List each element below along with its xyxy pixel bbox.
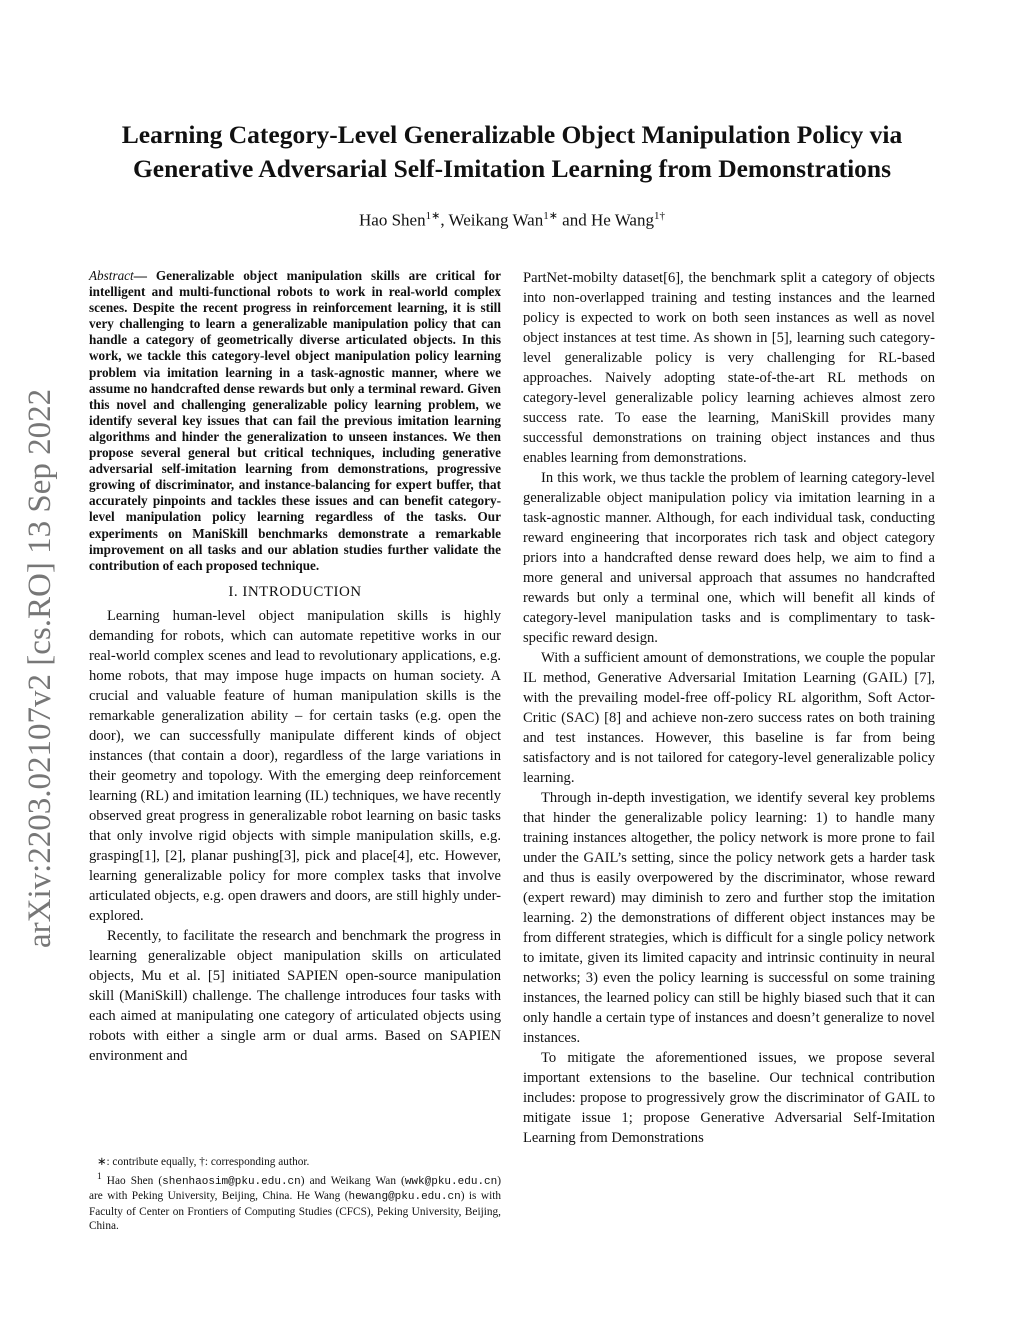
right-paragraph-4: Through in-depth investigation, we identify several key problems that hinder the generalizable policy learning: 1) to handle many training instances altogether, the policy network is more prone to fail under the GAIL’s setting, since the policy network gets a harder task and thus is easily overpowered by the discriminator, whose reward (expert reward) may diminish to zero and further stop the imitation learning. 2) the demonstrations of different object instances may be from different strategies, which is difficult for a single policy network to imitate, given its limited capacity and intrinsic continuity in neural networks; 3) even the policy learning is successful on some training instances, the learned policy can still be highly biased such that it can only handle a certain type of instances and doesn’t generalize to novel instances. [523, 790, 935, 1046]
intro-paragraph-2: Recently, to facilitate the research and benchmark the progress in learning generalizable object manipulation skills on articulated objects, Mu et al. [5] initiated SAPIEN open-source manipulation skill (ManiSkill) challenge. The challenge introduces four tasks with each aimed at manipulating one category of articulated objects using robots with either a single arm or dual arms. Based on SAPIEN environment and [89, 927, 501, 1064]
footnote-equal-contribution: ∗: contribute equally, †: corresponding author. [97, 1156, 310, 1168]
right-paragraph-3: With a sufficient amount of demonstrations, we couple the popular IL method, Generative Adversarial Imitation Learning (GAIL) [7], with the prevailing model-free off-policy RL algorithm, Soft Actor-Critic (SAC) [8] and achieve non-zero success rates on both training and test instances. However, this baseline is far from being satisfactory and is not tailored for category-level generalizable policy learning. [523, 650, 935, 786]
footnote-text: ) is with Faculty of Center on Frontiers of Computing Studies (CFCS), Peking University, Beijing, China. [89, 1189, 502, 1233]
abstract-label: Abstract [89, 268, 134, 283]
email-link[interactable]: shenhaosim@pku.edu.cn [162, 1175, 301, 1188]
right-paragraph-2: In this work, we thus tackle the problem of learning category-level generalizable object manipulation policy via imitation learning in a task-agnostic manner. Although, for each individual task, conducting reward engineering that incorporates rich task and object category priors into a handcrafted dense reward does help, we aim to find a more general and universal approach that assumes no handcrafted rewards but only a terminal one, which will benefit all kinds of category-level manipulation tasks and is complimentary to task-specific reward design. [523, 470, 935, 646]
author-name: and He Wang [557, 210, 654, 230]
abstract [89, 268, 501, 574]
abstract-text: — Generalizable object manipulation skills are critical for intelligent and multi-functional robots to work in real-world complex scenes. Despite the recent progress in reinforcement learning, it is still very challenging to learn a generalizable manipulation policy that can handle a category of geometrically diverse articulated objects. In this work, we tackle this category-level object manipulation policy learning problem via imitation learning in a task-agnostic manner, where we assume no handcrafted dense rewards but only a terminal reward. Given this novel and challenging generalizable policy learning problem, we identify several key issues that can fail the previous imitation learning algorithms and hinder the generalization to unseen instances. We then propose several general but critical techniques, including generative adversarial self-imitation learning from demonstrations, progressive growing of discriminator, and instance-balancing for expert buffer, that accurately pinpoints and tackles these issues and can benefit category-level manipulation policy learning regardless of the tasks. Our experiments on ManiSkill benchmarks demonstrate a remarkable improvement on all tasks and our ablation studies further validate the contribution of each proposed technique. [89, 268, 501, 573]
affiliation-mark: 1† [653, 210, 665, 222]
title-line-2: Generative Adversarial Self-Imitation Learning from Demonstrations [132, 154, 892, 183]
author-name: , Weikang Wan [440, 210, 544, 230]
right-paragraph-5: To mitigate the aforementioned issues, we propose several important extensions to the baseline. Our technical contribution includes: propose to progressively grow the discriminator of GAIL to mitigate issue 1; propose Generative Adversarial Self-Imitation Learning from Demonstrations [523, 1050, 935, 1146]
author-list [60, 209, 964, 231]
section-heading-introduction: I. INTRODUCTION [228, 583, 362, 600]
right-paragraph-1: PartNet-mobilty dataset[6], the benchmark split a category of objects into non-overlapped training and testing instances and the learned policy is expected to work on both seen instances as well as novel object instances at test time. As shown in [5], learning such category-level generalizable policy is very challenging for RL-based approaches. Naively adopting state-of-the-art RL methods on category-level generalizable policy learning achieves almost zero success rate. To ease the learning, ManiSkill provides many successful demonstrations on training object instances and thus enables learning from demonstrations. [523, 270, 935, 466]
arxiv-sidebar-stamp: arXiv:2203.02107v2 [cs.RO] 13 Sep 2022 [22, 388, 58, 948]
footnote-mark: 1 [97, 1171, 102, 1182]
footnote-text: ) and Weikang Wan ( [300, 1174, 405, 1187]
paper-title [60, 118, 964, 186]
email-link[interactable]: wwk@pku.edu.cn [404, 1175, 498, 1188]
intro-paragraph-1: Learning human-level object manipulation skills is highly demanding for robots, which can automate repetitive works in our real-world complex scenes and lead to revolutionary applications, e.g. home robots, that may impose huge impacts on human society. A crucial and valuable feature of human manipulation skills is the remarkable generalization ability – for certain tasks (e.g. open the door), we can successfully manipulate different kinds of object instances (that contain a door), regardless of the large variations in their geometry and topology. With the emerging deep reinforcement learning (RL) and imitation learning (IL) techniques, we have recently observed great progress in generalizable robot learning on basic tasks that only involve rigid objects with simple manipulation skills, e.g. grasping[1], [2], planar pushing[3], pick and place[4], etc. However, learning generalizable policy for more complex tasks that involve articulated objects, e.g. open drawers and doors, are still highly under-explored. [89, 607, 501, 924]
footnotes [89, 1155, 501, 1234]
left-column [89, 268, 501, 1066]
title-line-1: Learning Category-Level Generalizable Object Manipulation Policy via [121, 120, 903, 149]
affiliation-mark: 1∗ [543, 210, 558, 222]
author-name: Hao Shen [359, 210, 426, 230]
affiliation-mark: 1∗ [425, 210, 441, 222]
right-column [523, 268, 935, 1148]
footnote-affiliations [89, 1170, 501, 1234]
footnote-text: Hao Shen ( [106, 1174, 163, 1187]
footnote-text: ) are with Peking University, Beijing, China. He Wang ( [89, 1174, 502, 1202]
email-link[interactable]: hewang@pku.edu.cn [348, 1190, 461, 1203]
